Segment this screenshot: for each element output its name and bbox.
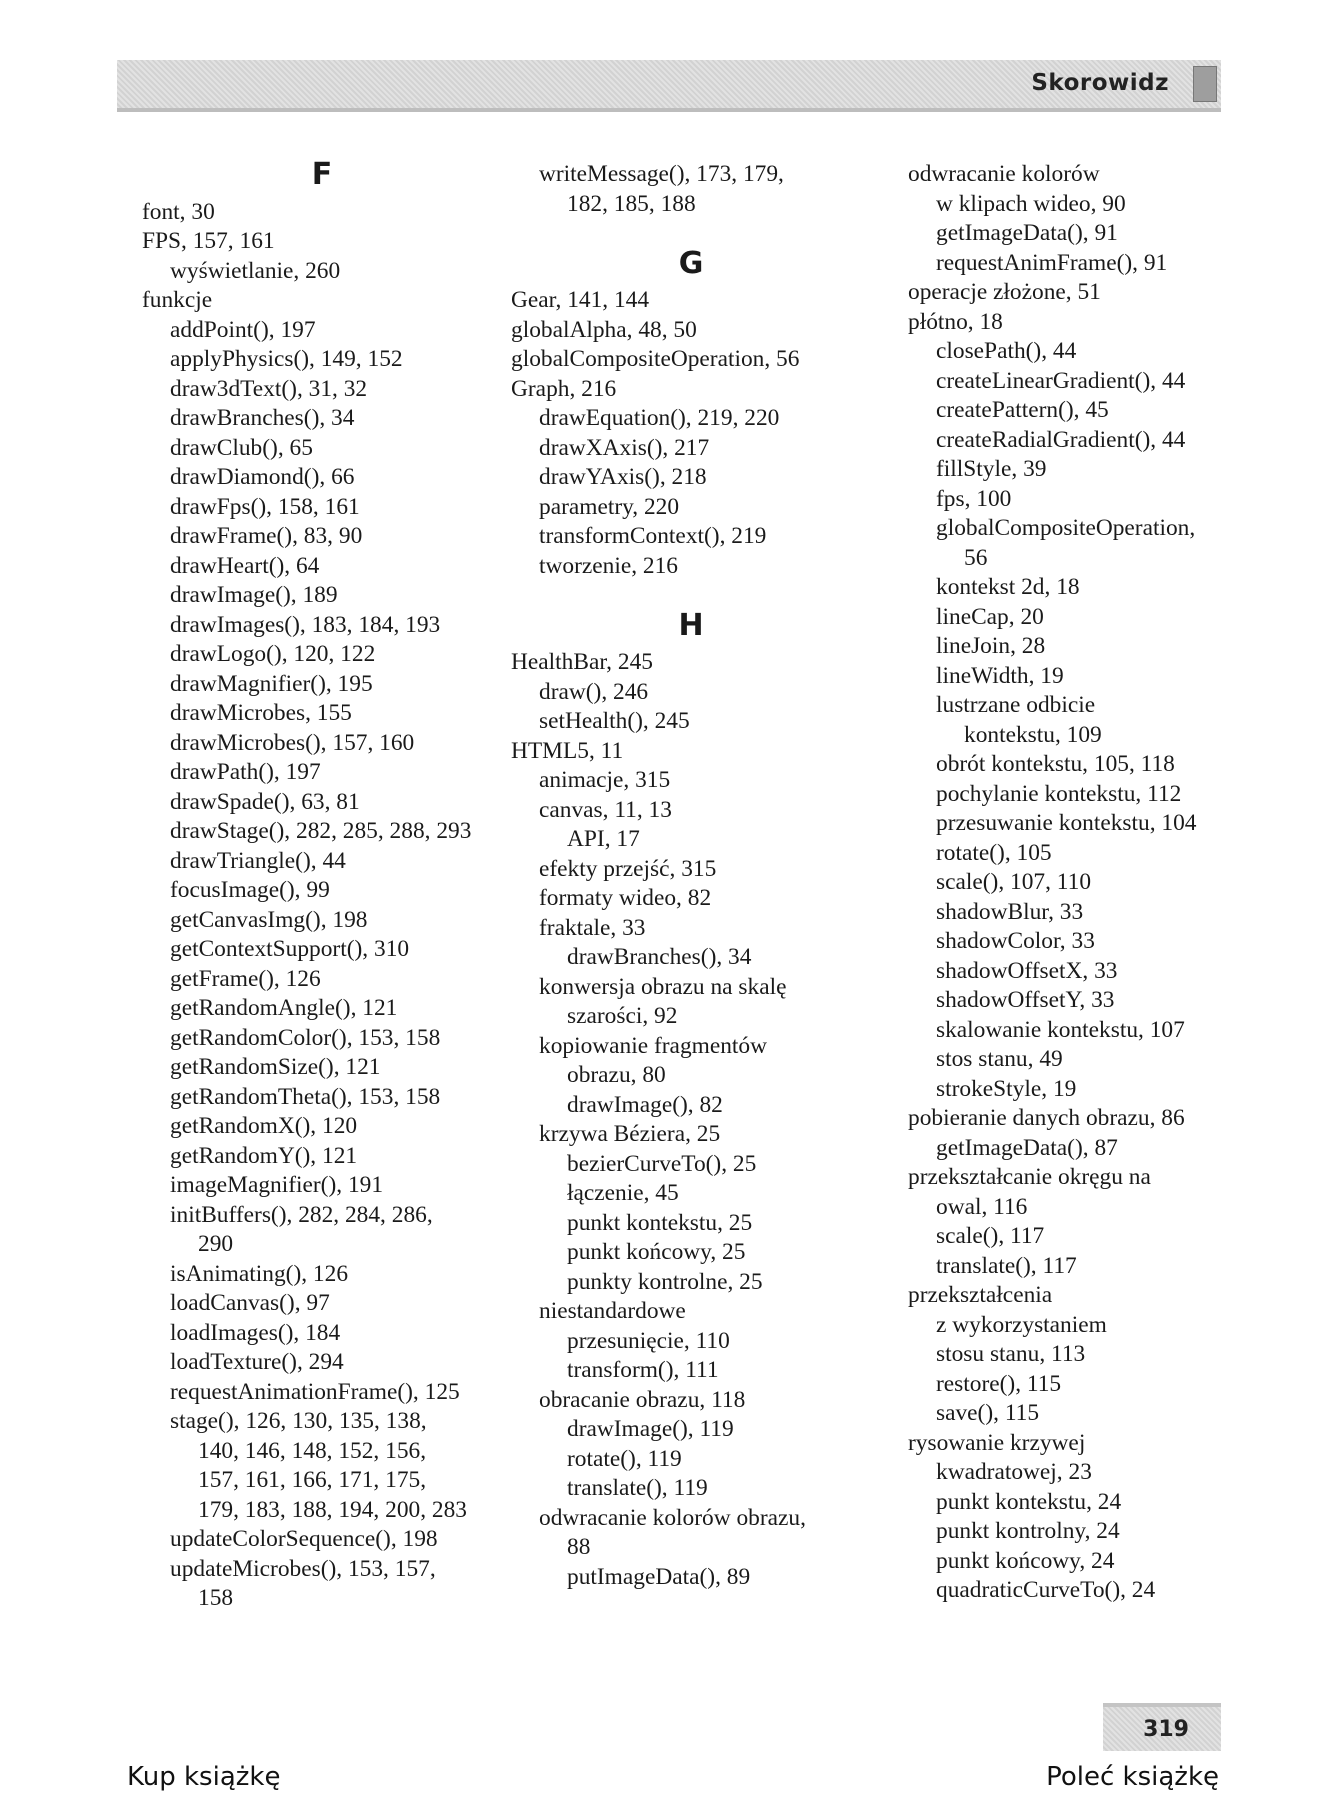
index-entry: punkt końcowy, 25: [567, 1239, 746, 1265]
index-entry: lineWidth, 19: [936, 662, 1064, 689]
index-entry: scale(), 107, 110: [936, 869, 1092, 895]
index-entry: createRadialGradient(), 44: [936, 426, 1186, 453]
index-entry: focusImage(), 99: [170, 877, 330, 903]
index-entry: createPattern(), 45: [936, 397, 1109, 423]
index-entry: canvas, 11, 13: [539, 796, 672, 823]
index-entry: getImageData(), 91: [936, 220, 1118, 246]
index-entry: writeMessage(), 173, 179,: [539, 161, 784, 187]
index-entry: drawSpade(), 63, 81: [170, 788, 360, 815]
index-entry: drawStage(), 282, 285, 288, 293: [170, 818, 472, 844]
index-entry: 56: [964, 544, 988, 571]
index-entry: drawBranches(), 34: [567, 944, 752, 970]
page-number-box: [1103, 1703, 1221, 1751]
index-entry: punkt kontekstu, 24: [936, 1488, 1122, 1515]
index-entry: Gear, 141, 144: [511, 287, 650, 313]
index-entry: pobieranie danych obrazu, 86: [908, 1105, 1185, 1131]
index-entry: krzywa Béziera, 25: [539, 1121, 721, 1147]
index-entry: stos stanu, 49: [936, 1046, 1063, 1072]
index-entry: 290: [198, 1231, 234, 1257]
index-entry: drawXAxis(), 217: [539, 434, 710, 461]
index-entry: pochylanie kontekstu, 112: [936, 780, 1182, 807]
running-header: [117, 60, 1221, 112]
index-entry: getRandomAngle(), 121: [170, 995, 398, 1021]
index-entry: 179, 183, 188, 194, 200, 283: [198, 1496, 467, 1523]
index-entry: shadowOffsetY, 33: [936, 987, 1115, 1013]
index-entry: strokeStyle, 19: [936, 1075, 1077, 1102]
index-column-1: [142, 157, 502, 1614]
index-entry: 140, 146, 148, 152, 156,: [198, 1437, 427, 1464]
index-entry: animacje, 315: [539, 767, 671, 793]
index-column-3: [908, 160, 1268, 1606]
index-entry: draw3dText(), 31, 32: [170, 375, 368, 402]
index-entry: drawImage(), 82: [567, 1091, 723, 1118]
index-entry: obrót kontekstu, 105, 118: [936, 751, 1175, 777]
index-entry: formaty wideo, 82: [539, 885, 712, 911]
index-entry: globalCompositeOperation,: [936, 515, 1196, 541]
index-entry: drawDiamond(), 66: [170, 464, 355, 490]
index-entry: transformContext(), 219: [539, 523, 767, 549]
index-entry: getRandomColor(), 153, 158: [170, 1024, 441, 1051]
section-spacer: [511, 219, 871, 249]
index-entry: applyPhysics(), 149, 152: [170, 346, 403, 372]
index-entry: drawMagnifier(), 195: [170, 670, 373, 697]
index-entry: HTML5, 11: [511, 737, 624, 764]
index-entry: rysowanie krzywej: [908, 1429, 1086, 1456]
index-entry: putImageData(), 89: [567, 1563, 751, 1590]
index-entry: shadowColor, 33: [936, 928, 1095, 954]
index-entry: createLinearGradient(), 44: [936, 367, 1186, 394]
index-entry: punkt końcowy, 24: [936, 1547, 1115, 1574]
index-entry: wyświetlanie, 260: [170, 257, 341, 284]
index-entry: drawBranches(), 34: [170, 405, 355, 431]
buy-book-link[interactable]: Kup książkę: [127, 1762, 281, 1792]
index-entry: globalAlpha, 48, 50: [511, 316, 697, 343]
index-entry: getCanvasImg(), 198: [170, 906, 368, 933]
index-section-letter: G: [678, 245, 704, 281]
index-entry: isAnimating(), 126: [170, 1260, 349, 1287]
index-entry: save(), 115: [936, 1400, 1040, 1426]
index-entry: lineJoin, 28: [936, 633, 1046, 659]
index-entry: restore(), 115: [936, 1370, 1062, 1397]
index-entry: requestAnimFrame(), 91: [936, 249, 1168, 276]
index-section-letter: F: [311, 157, 333, 192]
index-entry: Graph, 216: [511, 375, 617, 402]
index-entry: fillStyle, 39: [936, 456, 1047, 482]
page-number: 319: [1143, 1717, 1189, 1742]
index-entry: fps, 100: [936, 485, 1012, 512]
index-entry: HealthBar, 245: [511, 649, 653, 675]
index-entry: drawImages(), 183, 184, 193: [170, 611, 441, 638]
index-entry: scale(), 117: [936, 1223, 1045, 1249]
index-entry: globalCompositeOperation, 56: [511, 346, 800, 372]
index-entry: getRandomX(), 120: [170, 1113, 358, 1139]
index-entry: obracanie obrazu, 118: [539, 1386, 746, 1413]
index-entry: operacje złożone, 51: [908, 279, 1101, 305]
index-entry: closePath(), 44: [936, 338, 1077, 364]
index-entry: loadTexture(), 294: [170, 1349, 344, 1375]
index-entry: lustrzane odbicie: [936, 692, 1096, 718]
index-entry: stage(), 126, 130, 135, 138,: [170, 1408, 427, 1434]
index-section-letter: H: [678, 607, 704, 643]
index-column-2: [511, 160, 871, 1592]
index-entry: przekształcenia: [908, 1282, 1053, 1308]
index-entry: bezierCurveTo(), 25: [567, 1150, 757, 1177]
index-entry: loadCanvas(), 97: [170, 1290, 330, 1316]
index-entry: efekty przejść, 315: [539, 855, 717, 882]
index-entry: font, 30: [142, 198, 215, 225]
running-header-title: Skorowidz: [1031, 70, 1169, 96]
index-entry: konwersja obrazu na skalę: [539, 973, 787, 1000]
index-entry: drawFrame(), 83, 90: [170, 523, 363, 549]
index-entry: odwracanie kolorów obrazu,: [539, 1504, 806, 1531]
index-entry: łączenie, 45: [567, 1180, 679, 1206]
index-entry: szarości, 92: [567, 1003, 678, 1029]
index-entry: z wykorzystaniem: [936, 1311, 1107, 1338]
index-entry: przesuwanie kontekstu, 104: [936, 810, 1197, 836]
index-entry: drawImage(), 189: [170, 582, 338, 608]
index-entry: rotate(), 105: [936, 839, 1052, 866]
index-entry: drawClub(), 65: [170, 434, 313, 461]
index-entry: drawTriangle(), 44: [170, 847, 346, 874]
index-entry: translate(), 119: [567, 1475, 708, 1501]
index-entry: updateColorSequence(), 198: [170, 1526, 438, 1552]
index-entry: loadImages(), 184: [170, 1319, 341, 1346]
index-entry: kwadratowej, 23: [936, 1459, 1092, 1485]
index-entry: translate(), 117: [936, 1252, 1077, 1279]
index-entry: drawFps(), 158, 161: [170, 493, 360, 520]
index-entry: initBuffers(), 282, 284, 286,: [170, 1201, 433, 1228]
index-entry: punkt kontrolny, 24: [936, 1518, 1120, 1544]
index-entry: drawPath(), 197: [170, 759, 321, 785]
index-entry: shadowOffsetX, 33: [936, 957, 1118, 984]
index-entry: kontekstu, 109: [964, 721, 1102, 748]
index-entry: 157, 161, 166, 171, 175,: [198, 1467, 427, 1493]
index-entry: owal, 116: [936, 1193, 1028, 1220]
index-entry: płótno, 18: [908, 308, 1003, 335]
index-entry: 88: [567, 1534, 591, 1560]
index-entry: quadraticCurveTo(), 24: [936, 1577, 1156, 1603]
index-entry: drawMicrobes(), 157, 160: [170, 729, 415, 756]
index-entry: drawHeart(), 64: [170, 552, 320, 579]
index-entry: niestandardowe: [539, 1298, 686, 1324]
index-entry: punkty kontrolne, 25: [567, 1268, 763, 1295]
index-entry: skalowanie kontekstu, 107: [936, 1016, 1185, 1043]
recommend-book-link[interactable]: Poleć książkę: [1046, 1762, 1219, 1792]
index-entry: drawEquation(), 219, 220: [539, 405, 780, 431]
index-entry: lineCap, 20: [936, 603, 1044, 630]
index-entry: setHealth(), 245: [539, 708, 690, 734]
index-entry: parametry, 220: [539, 493, 680, 520]
index-entry: updateMicrobes(), 153, 157,: [170, 1555, 436, 1582]
index-entry: shadowBlur, 33: [936, 898, 1084, 925]
index-entry: drawMicrobes, 155: [170, 700, 352, 726]
index-entry: getRandomSize(), 121: [170, 1054, 381, 1080]
index-entry: punkt kontekstu, 25: [567, 1209, 753, 1236]
index-entry: getRandomY(), 121: [170, 1142, 358, 1169]
index-entry: draw(), 246: [539, 678, 649, 705]
index-entry: getRandomTheta(), 153, 158: [170, 1083, 441, 1110]
index-entry: getFrame(), 126: [170, 965, 321, 992]
index-entry: imageMagnifier(), 191: [170, 1172, 384, 1198]
index-entry: drawYAxis(), 218: [539, 464, 707, 490]
header-tab-marker: [1193, 66, 1217, 102]
index-entry: getImageData(), 87: [936, 1134, 1118, 1161]
index-entry: odwracanie kolorów: [908, 161, 1100, 187]
index-entry: rotate(), 119: [567, 1445, 682, 1472]
index-entry: drawLogo(), 120, 122: [170, 641, 376, 667]
index-entry: API, 17: [567, 826, 640, 852]
index-entry: FPS, 157, 161: [142, 228, 275, 254]
index-entry: funkcje: [142, 287, 213, 313]
index-entry: drawImage(), 119: [567, 1416, 734, 1442]
index-entry: tworzenie, 216: [539, 552, 678, 579]
index-entry: kopiowanie fragmentów: [539, 1032, 767, 1059]
section-spacer: [511, 581, 871, 611]
index-entry: przekształcanie okręgu na: [908, 1164, 1151, 1190]
index-entry: getContextSupport(), 310: [170, 936, 410, 962]
index-entry: kontekst 2d, 18: [936, 574, 1080, 600]
index-entry: requestAnimationFrame(), 125: [170, 1378, 460, 1405]
index-entry: przesunięcie, 110: [567, 1327, 730, 1354]
index-entry: obrazu, 80: [567, 1062, 666, 1088]
index-entry: w klipach wideo, 90: [936, 190, 1126, 217]
index-entry: transform(), 111: [567, 1357, 719, 1383]
index-entry: 158: [198, 1585, 234, 1611]
index-entry: stosu stanu, 113: [936, 1341, 1086, 1367]
index-entry: addPoint(), 197: [170, 316, 316, 343]
index-entry: fraktale, 33: [539, 914, 646, 941]
index-entry: 182, 185, 188: [567, 190, 696, 217]
